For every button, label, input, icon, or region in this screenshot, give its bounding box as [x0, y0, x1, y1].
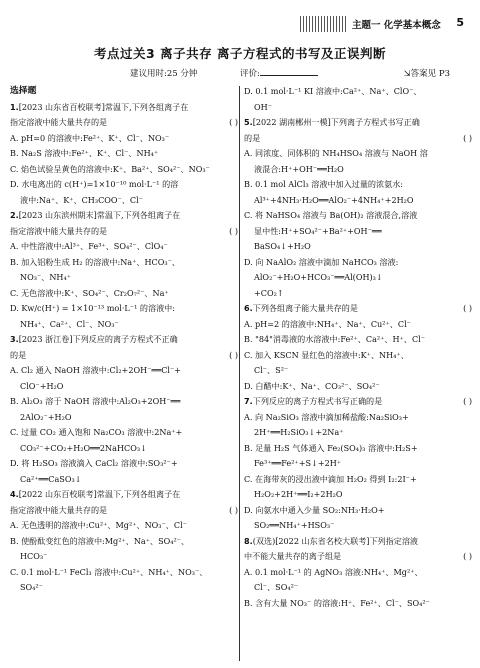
- text-line: [244, 208, 472, 224]
- answer-parentheses: ( ): [463, 551, 472, 561]
- text-line: [244, 472, 472, 488]
- question-number: 7.: [244, 396, 253, 406]
- line-text: B. 0.1 mol AlCl₃ 溶液中加入过量的浓氨水:: [244, 179, 404, 189]
- text-line: [10, 255, 238, 271]
- column-divider: [239, 86, 240, 661]
- question-number: 4.: [10, 489, 19, 499]
- text-line: [244, 379, 472, 395]
- answer-parentheses: ( ): [229, 225, 238, 236]
- answer-parentheses: ( ): [463, 396, 472, 406]
- line-text: BaSO₄↓+H₂O: [254, 241, 311, 251]
- text-line: [244, 348, 472, 364]
- line-text: NH₄⁺、Ca²⁺、Cl⁻、NO₃⁻: [20, 318, 119, 329]
- line-text: Al³⁺+4NH₃·H₂O══AlO₂⁻+4NH₄⁺+2H₂O: [254, 194, 414, 205]
- line-text: +CO₂↑: [254, 287, 284, 298]
- answer-parentheses: ( ): [229, 349, 238, 360]
- rating-blank: [260, 67, 318, 76]
- question-stem: [10, 100, 238, 116]
- line-text: H₂O₂+2H⁺══I₂+2H₂O: [254, 489, 343, 499]
- line-text: OH⁻: [254, 101, 272, 112]
- line-text: CO₃²⁻+CO₂+H₂O══2NaHCO₃↓: [20, 442, 147, 453]
- line-text: A. 0.1 mol·L⁻¹ 的 AgNO₃ 溶液:NH₄⁺、Mg²⁺、: [244, 566, 423, 577]
- line-text: C. 过量 CO₂ 通入饱和 Na₂CO₃ 溶液中:2Na⁺+: [10, 427, 183, 437]
- line-text: Ca²⁺══CaSO₃↓: [20, 473, 82, 484]
- line-text: A. Cl₂ 通入 NaOH 溶液中:Cl₂+2OH⁻══Cl⁻+: [10, 365, 182, 375]
- line-text: SO₄²⁻: [20, 582, 43, 592]
- line-text: B. Na₂S 溶液中:Fe²⁺、K⁺、Cl⁻、NH₄⁺: [10, 148, 159, 158]
- text-line: [244, 84, 472, 100]
- text-line: [10, 162, 238, 178]
- text-line: [244, 255, 472, 271]
- question-number: 6.: [244, 303, 253, 313]
- line-text: C. 加入 KSCN 显红色的溶液中:K⁺、NH₄⁺、: [244, 349, 409, 360]
- text-line: [10, 193, 238, 209]
- line-text: Fe³⁺══Fe²⁺+S↓+2H⁺: [254, 458, 342, 468]
- line-text: C. 无色溶液中:K⁺、SO₄²⁻、Cr₂O₇²⁻、Na⁺: [10, 287, 169, 298]
- line-text: A. 中性溶液中:Al³⁺、Fe³⁺、SO₄²⁻、ClO₄⁻: [10, 241, 168, 251]
- text-line: [10, 456, 238, 472]
- line-text: B. 使酚酞变红色的溶液中:Mg²⁺、Na⁺、SO₄²⁻、: [10, 535, 190, 546]
- section-heading: 选择题: [10, 86, 37, 96]
- line-text: A. pH=0 的溶液中:Fe²⁺、K⁺、Cl⁻、NO₃⁻: [10, 132, 170, 143]
- text-line: [244, 224, 472, 240]
- text-line: [10, 177, 238, 193]
- text-line: [244, 317, 472, 333]
- text-line: [10, 224, 238, 240]
- text-line: [10, 379, 238, 395]
- line-text: 2AlO₂⁻+H₂O: [20, 411, 72, 422]
- question-text: 下列各组离子能大量共存的是: [252, 303, 358, 313]
- header-hatch-decoration: [300, 16, 348, 32]
- question-number: 5.: [244, 117, 253, 127]
- line-text: B. 足量 H₂S 气体通入 Fe₂(SO₄)₃ 溶液中:H₂S+: [244, 442, 418, 453]
- line-text: SO₂══NH₄⁺+HSO₃⁻: [254, 520, 335, 530]
- text-line: [10, 363, 238, 379]
- text-line: [10, 472, 238, 488]
- text-line: [10, 348, 238, 364]
- line-text: D. 向氨水中通入少量 SO₂:NH₃·H₂O+: [244, 504, 385, 515]
- line-text: 显中性:H⁺+SO₄²⁻+Ba²⁺+OH⁻══: [254, 225, 382, 236]
- text-line: [10, 565, 238, 581]
- text-line: [244, 549, 472, 565]
- text-line: [244, 270, 472, 286]
- right-column: [244, 84, 472, 611]
- line-text: 中不能大量共存的离子组是: [244, 551, 342, 561]
- line-text: C. 焰色试验呈黄色的溶液中:K⁺、Ba²⁺、SO₄²⁻、NO₃⁻: [10, 163, 210, 174]
- line-text: D. 将 H₂SO₃ 溶液滴入 CaCl₂ 溶液中:SO₃²⁻+: [10, 458, 178, 468]
- text-line: [244, 100, 472, 116]
- text-line: [244, 441, 472, 457]
- text-line: [244, 503, 472, 519]
- line-text: 指定溶液中能大量共存的是: [10, 117, 108, 127]
- answer-ref: ⇲答案见 P3: [403, 69, 450, 79]
- question-stem: [10, 487, 238, 503]
- text-line: [244, 162, 472, 178]
- text-line: [10, 239, 238, 255]
- line-text: 的是: [244, 132, 261, 143]
- text-line: [10, 146, 238, 162]
- text-line: [244, 410, 472, 426]
- answer-parentheses: ( ): [463, 303, 472, 313]
- header-section: 主题一 化学基本概念: [352, 20, 441, 31]
- line-text: C. 0.1 mol·L⁻¹ FeCl₃ 溶液中:Cu²⁺、NH₄⁺、NO₃⁻、: [10, 566, 208, 577]
- question-number: 1.: [10, 101, 19, 112]
- line-text: B. 加入铝粉生成 H₂ 的溶液中:Na⁺、HCO₃⁻、: [10, 256, 180, 267]
- question-number: 2.: [10, 210, 19, 220]
- text-line: [10, 286, 238, 302]
- question-text: (双选)[2022 山东省名校大联考]下列指定溶液: [252, 535, 419, 546]
- text-line: [244, 596, 472, 612]
- text-line: [244, 425, 472, 441]
- page-number: 5: [456, 16, 464, 29]
- question-text: [2022 山东百校联考]常温下,下列各组离子在: [18, 489, 181, 499]
- text-line: [244, 487, 472, 503]
- line-text: B. "84"消毒液的水溶液中:Fe²⁺、Ca²⁺、H⁺、Cl⁻: [244, 334, 425, 344]
- question-text: [2022 湖南郴州一模]下列离子方程式书写正确: [252, 117, 420, 127]
- line-text: 2H⁺══H₂SiO₃↓+2Na⁺: [254, 427, 344, 437]
- page-title: 考点过关3 离子共存 离子方程式的书写及正误判断: [94, 46, 386, 61]
- text-line: [244, 193, 472, 209]
- line-text: D. 0.1 mol·L⁻¹ KI 溶液中:Ca²⁺、Na⁺、ClO⁻、: [244, 86, 422, 96]
- text-line: [10, 534, 238, 550]
- rating-field: [240, 67, 318, 79]
- question-stem: [10, 208, 238, 224]
- text-line: [244, 363, 472, 379]
- text-line: [10, 394, 238, 410]
- rating-label: 评价:: [240, 69, 260, 79]
- text-line: [10, 549, 238, 565]
- text-line: [10, 115, 238, 131]
- line-text: ClO⁻+H₂O: [20, 380, 64, 391]
- question-text: [2023 山东省百校联考]常温下,下列各组离子在: [18, 101, 189, 112]
- text-line: [244, 177, 472, 193]
- text-line: [244, 456, 472, 472]
- line-text: D. Kw/c(H⁺) = 1×10⁻¹³ mol·L⁻¹ 的溶液中:: [10, 303, 175, 313]
- line-text: NO₃⁻、NH₄⁺: [20, 272, 71, 282]
- text-line: [244, 286, 472, 302]
- question-number: 3.: [10, 334, 19, 344]
- answer-parentheses: ( ): [463, 132, 472, 143]
- line-text: D. 向 NaAlO₂ 溶液中滴加 NaHCO₃ 溶液:: [244, 256, 399, 267]
- line-text: 液中:Na⁺、K⁺、CH₃COO⁻、Cl⁻: [20, 194, 143, 205]
- line-text: HCO₃⁻: [20, 551, 48, 561]
- line-text: AlO₂⁻+H₂O+HCO₃⁻══Al(OH)₃↓: [254, 272, 383, 282]
- text-line: [10, 580, 238, 596]
- text-line: [244, 518, 472, 534]
- line-text: 指定溶液中能大量共存的是: [10, 504, 108, 515]
- text-line: [10, 503, 238, 519]
- answer-parentheses: ( ): [229, 504, 238, 515]
- line-text: Cl⁻、SO₄²⁻: [254, 582, 299, 592]
- text-line: [244, 131, 472, 147]
- line-text: 指定溶液中能大量共存的是: [10, 225, 108, 236]
- line-text: A. 向 Na₂SiO₃ 溶液中滴加稀盐酸:Na₂SiO₃+: [244, 411, 409, 422]
- text-line: [10, 317, 238, 333]
- line-text: A. 无色透明的溶液中:Cu²⁺、Mg²⁺、NO₃⁻、Cl⁻: [10, 520, 187, 530]
- line-text: C. 在海带灰的浸出液中滴加 H₂O₂ 得到 I₂:2I⁻+: [244, 473, 417, 484]
- line-text: Cl⁻、S²⁻: [254, 365, 289, 375]
- line-text: B. 含有大量 NO₃⁻ 的溶液:H⁺、Fe²⁺、Cl⁻、SO₄²⁻: [244, 597, 430, 608]
- text-line: [244, 146, 472, 162]
- text-line: [10, 301, 238, 317]
- text-line: [244, 565, 472, 581]
- text-line: [10, 518, 238, 534]
- suggested-time: 建议用时:25 分钟: [130, 69, 198, 79]
- text-line: [244, 239, 472, 255]
- text-line: [10, 425, 238, 441]
- question-stem: [244, 115, 472, 131]
- question-stem: [244, 301, 472, 317]
- meta-row: [30, 67, 450, 81]
- line-text: 液混合:H⁺+OH⁻══H₂O: [254, 163, 344, 174]
- question-stem: [244, 534, 472, 550]
- question-stem: [244, 394, 472, 410]
- text-line: [10, 270, 238, 286]
- line-text: A. 同浓度、同体积的 NH₄HSO₄ 溶液与 NaOH 溶: [244, 148, 428, 158]
- running-header: [300, 14, 470, 36]
- line-text: 的是: [10, 349, 27, 360]
- question-text: 下列反应的离子方程式书写正确的是: [252, 396, 383, 406]
- left-column: [10, 84, 238, 596]
- question-stem: [10, 332, 238, 348]
- text-line: [244, 580, 472, 596]
- question-text: [2023 浙江卷]下列反应的离子方程式不正确: [18, 334, 178, 344]
- line-text: C. 将 NaHSO₄ 溶液与 Ba(OH)₂ 溶液混合,溶液: [244, 210, 418, 220]
- line-text: A. pH=2 的溶液中:NH₄⁺、Na⁺、Cu²⁺、Cl⁻: [244, 318, 411, 329]
- text-line: [10, 441, 238, 457]
- line-text: D. 白醋中:K⁺、Na⁺、CO₃²⁻、SO₄²⁻: [244, 380, 380, 391]
- answer-parentheses: ( ): [229, 117, 238, 127]
- question-number: 8.: [244, 535, 253, 546]
- line-text: D. 水电离出的 c(H⁺)=1×10⁻¹⁰ mol·L⁻¹ 的溶: [10, 179, 179, 189]
- text-line: [244, 332, 472, 348]
- text-line: [10, 410, 238, 426]
- line-text: B. Al₂O₃ 溶于 NaOH 溶液中:Al₂O₃+2OH⁻══: [10, 396, 181, 406]
- text-line: [10, 131, 238, 147]
- question-text: [2023 山东滨州期末]常温下,下列各组离子在: [18, 210, 181, 220]
